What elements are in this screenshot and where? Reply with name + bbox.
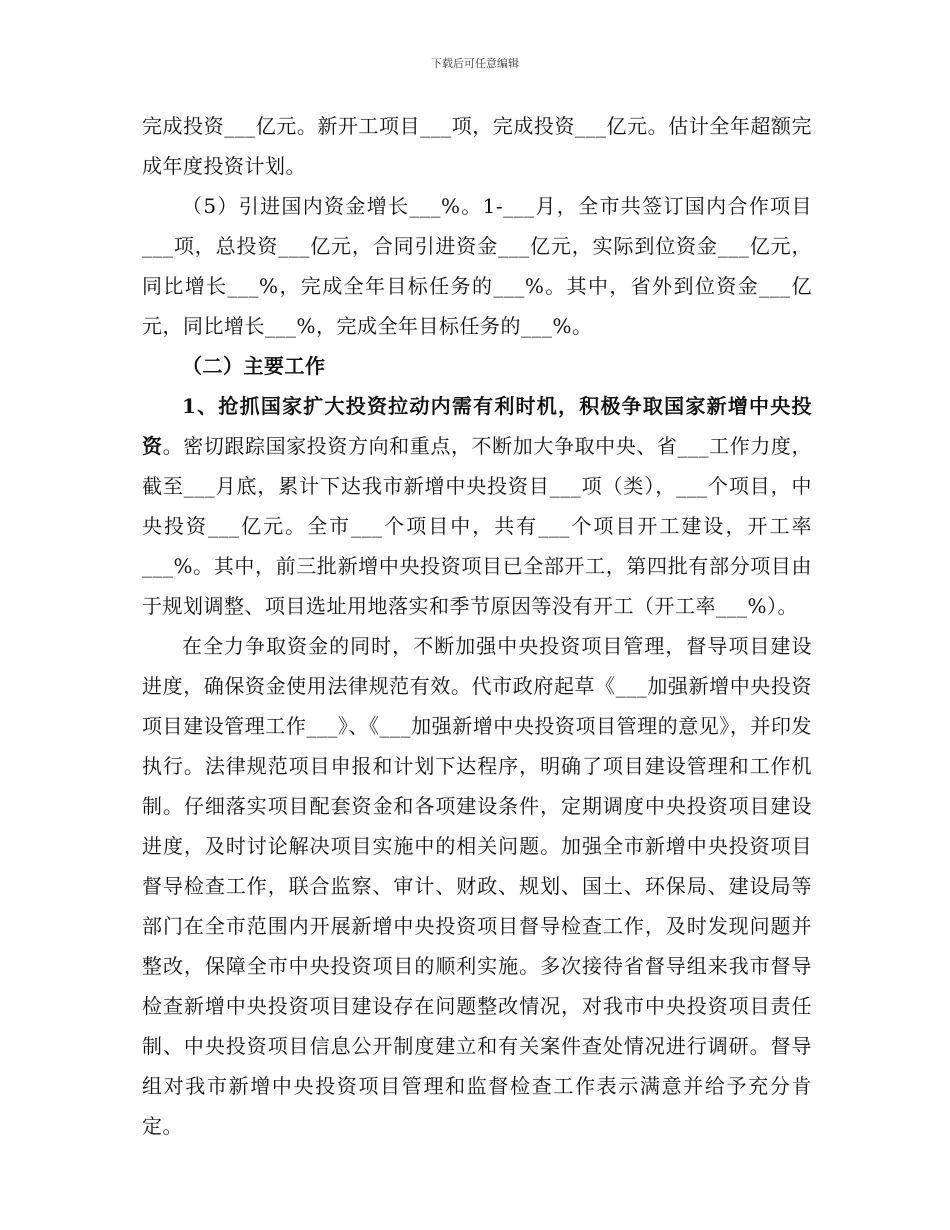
paragraph-lead-bold: 1、抢抓国家扩大投资拉动内需有利时机，积极争取国家新增中央投资 [142,394,812,458]
paragraph-central-investment [142,386,812,626]
paragraph-project-management: 在全力争取资金的同时，不断加强中央投资项目管理，督导项目建设进度，确保资金使用法律规范有效。代市政府起草《___加强新增中央投资项目建设管理工作___》、《___加强新增中央投资项目管理的意见》，并印发执行。法律规范项目申报和计划下达程序，明确了项目建设管理和工作机制。仔细落实项目配套资金和各项建设条件，定期调度中央投资项目建设进度，及时讨论解决项目实施中的相关问题。加强全市新增中央投资项目督导检查工作，联合监察、审计、财政、规划、国土、环保局、建设局等部门在全市范围内开展新增中央投资项目督导检查工作，及时发现问题并整改，保障全市中央投资项目的顺利实施。多次接待省督导组来我市督导检查新增中央投资项目建设存在问题整改情况，对我市中央投资项目责任制、中央投资项目信息公开制度建立和有关案件查处情况进行调研。督导组对我市新增中央投资项目管理和监督检查工作表示满意并给予充分肯定。 [142,634,812,1138]
section-heading-main-work: （二）主要工作 [182,354,326,378]
document-body [142,106,812,1146]
paragraph-rest: 。密切跟踪国家投资方向和重点，不断加大争取中央、省___工作力度，截至___月底，累计下达我市新增中央投资目___项（类），___个项目，中央投资___亿元。全市___个项目中，共有___个项目开工建设，开工率___%。其中，前三批新增中央投资项目已全部开工，第四批有部分项目由于规划调整、项目选址用地落实和季节原因等没有开工（开工率___%）。 [142,434,813,618]
paragraph-domestic-funds: （5）引进国内资金增长___%。1-___月，全市共签订国内合作项目___项，总投资___亿元，合同引进资金___亿元，实际到位资金___亿元，同比增长___%，完成全年目标任务的___%。其中，省外到位资金___亿元，同比增长___%，完成全年目标任务的___%。 [142,194,812,338]
paragraph-investment-completion: 完成投资___亿元。新开工项目___项，完成投资___亿元。估计全年超额完成年度投资计划。 [142,114,812,178]
page-header: 下载后可任意编辑 [431,57,519,70]
